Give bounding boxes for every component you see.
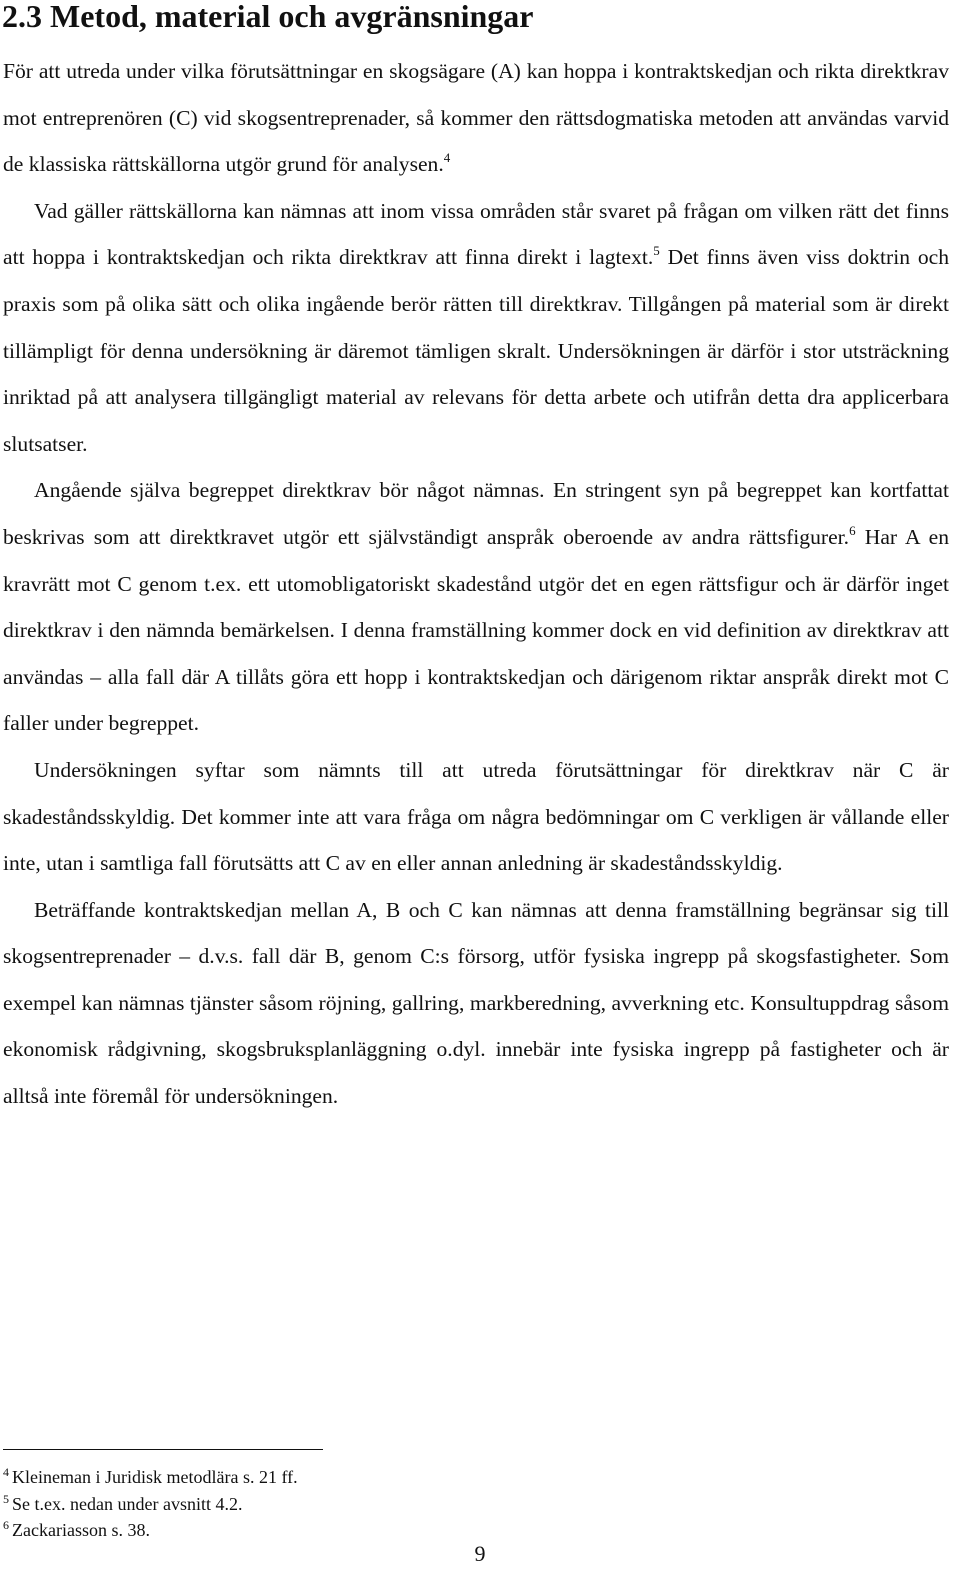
footnote-ref-6[interactable]: 6 [849, 522, 856, 538]
footnote-number: 5 [3, 1491, 9, 1506]
footnote-ref-4[interactable]: 4 [443, 150, 451, 166]
footnotes [3, 1464, 298, 1544]
footnote-text: Zackariasson s. 38. [12, 1520, 150, 1540]
body-text [3, 48, 949, 1120]
paragraph-text: Angående själva begreppet direktkrav bör något nämnas. En stringent syn på begreppet kan kortfattat beskrivas som att direktkravet utgör ett självständigt anspråk oberoende av andra rättsfigurer. [3, 478, 949, 549]
paragraph-text: Det finns även viss doktrin och praxis som på olika sätt och olika ingående berör rätten till direktkrav. Tillgången på material som är direkt tillämpligt för denna undersökning är däremot tämligen skralt. Undersökningen är därför i stor utsträckning inriktad på att analysera tillgängligt material av relevans för detta arbete och utifrån detta dra applicerbara slutsatser. [3, 245, 949, 456]
footnote-text: Se t.ex. nedan under avsnitt 4.2. [12, 1493, 243, 1514]
paragraph-4 [3, 747, 949, 887]
footnote-4 [3, 1464, 298, 1491]
footnote-text: Kleineman i Juridisk metodlära s. 21 ff. [12, 1467, 298, 1487]
footnote-5 [3, 1491, 298, 1518]
paragraph-text: Undersökningen syftar som nämnts till att utreda förutsättningar för direktkrav när C är skadeståndsskyldig. Det kommer inte att vara fråga om några bedömningar om C verkligen är vållande eller inte, utan i samtliga fall förutsätts att C av en eller annan anledning är skadeståndsskyldig. [3, 757, 949, 876]
paragraph-text: Beträffande kontraktskedjan mellan A, B och C kan nämnas att denna framställning begränsar sig till skogsentreprenader – d.v.s. fall där B, genom C:s försorg, utför fysiska ingrepp på skogsfastigheter. Som exempel kan nämnas tjänster såsom röjning, gallring, markberedning, avverkning etc. Konsultuppdrag såsom ekonomisk rådgivning, skogsbruksplanläggning o.dyl. innebär inte fysiska ingrepp på fastigheter och är alltså inte föremål för undersökningen. [3, 897, 949, 1109]
section-heading: 2.3 Metod, material och avgränsningar [2, 0, 534, 34]
footnote-number: 4 [3, 1465, 9, 1479]
footnote-ref-5[interactable]: 5 [653, 243, 660, 259]
paragraph-1 [3, 48, 949, 188]
footnote-number: 6 [3, 1518, 9, 1532]
page-number: 9 [474, 1541, 486, 1566]
paragraph-5 [3, 887, 949, 1120]
paragraph-text: För att utreda under vilka förutsättningar en skogsägare (A) kan hoppa i kontraktskedjan och rikta direktkrav mot entreprenören (C) vid skogsentreprenader, så kommer den rättsdogmatiska metoden att användas varvid de klassiska rättskällorna utgör grund för analysen. [3, 59, 949, 177]
paragraph-3 [3, 467, 949, 747]
paragraph-text: Vad gäller rättskällorna kan nämnas att inom vissa områden står svaret på frågan om vilken rätt det finns att hoppa i kontraktskedjan och rikta direktkrav att finna direkt i lagtext. [3, 198, 949, 270]
paragraph-text: Har A en kravrätt mot C genom t.ex. ett utomobligatoriskt skadestånd utgör det en egen rättsfigur och är därför inget direktkrav i den nämnda bemärkelsen. I denna framställning kommer dock en vid definition av direktkrav att användas – alla fall där A tillåts göra ett hopp i kontraktskedjan och därigenom riktar anspråk direkt mot C faller under begreppet. [3, 524, 949, 736]
footnote-divider [3, 1449, 323, 1450]
paragraph-2 [3, 188, 949, 468]
